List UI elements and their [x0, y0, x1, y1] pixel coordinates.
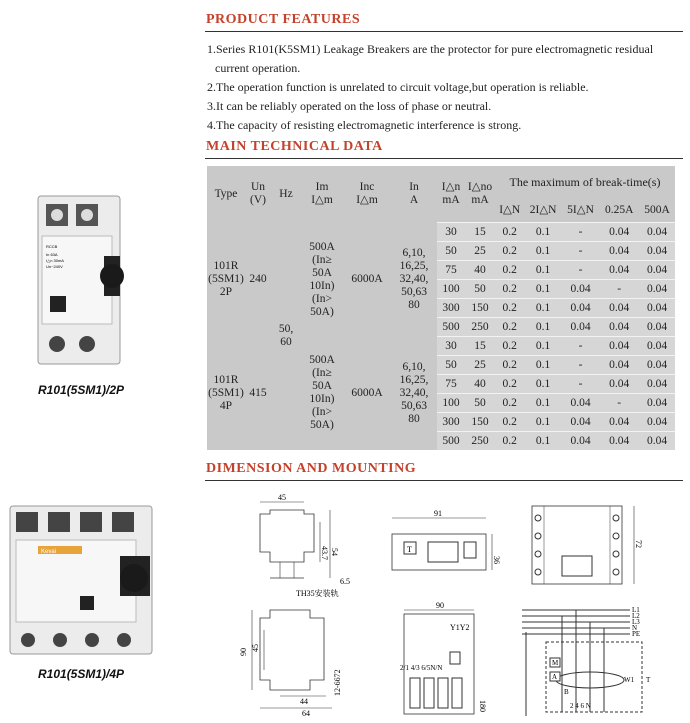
sub-idn: I△N	[499, 203, 521, 216]
group-inc: 6000A	[343, 337, 391, 450]
dim-90b: 90	[436, 601, 444, 610]
col-im-sub: I△m	[311, 194, 333, 207]
table-cell: 300	[437, 413, 465, 432]
technical-data-title: MAIN TECHNICAL DATA	[206, 139, 383, 154]
table-cell: 50	[437, 242, 465, 261]
table-cell: 0.04	[562, 318, 599, 337]
table-cell: 0.04	[599, 375, 639, 394]
table-cell: 75	[437, 375, 465, 394]
section-rule	[205, 480, 683, 481]
table-cell: 0.1	[524, 432, 561, 450]
table-cell: 0.2	[495, 261, 524, 280]
table-cell: 0.04	[639, 375, 675, 394]
table-cell: 500	[437, 432, 465, 450]
table-cell: 0.04	[639, 261, 675, 280]
wiring-diagram	[512, 602, 662, 720]
table-cell: 0.04	[599, 413, 639, 432]
table-cell: 100	[437, 394, 465, 413]
table-cell: 25	[465, 242, 495, 261]
table-cell: 0.04	[599, 318, 639, 337]
group-in: 6,10, 16,25, 32,40, 50,63 80	[391, 223, 437, 337]
dim-45b: 45	[251, 644, 260, 652]
group-un: 240	[245, 223, 271, 337]
table-cell: 250	[465, 432, 495, 450]
table-cell: 0.2	[495, 223, 524, 242]
dim-44: 44	[300, 697, 308, 706]
dimension-drawing-front-2p	[388, 508, 508, 578]
table-cell: 0.04	[639, 223, 675, 242]
table-cell: 0.2	[495, 394, 524, 413]
dim-43-7: 43.7	[320, 546, 329, 560]
table-row	[207, 223, 675, 242]
table-cell: 0.1	[524, 261, 561, 280]
sw-w1: W1	[624, 676, 635, 684]
group-im: 500A (In≥ 50A 10In) (In> 50A)	[301, 337, 343, 450]
sw-m: M	[552, 659, 559, 667]
table-cell: 30	[437, 337, 465, 356]
table-cell: 0.2	[495, 356, 524, 375]
col-idno: I△no	[467, 181, 493, 194]
feature-item-2: 2.The operation function is unrelated to circuit voltage,but operation is reliable.	[207, 80, 589, 94]
table-cell: 300	[437, 299, 465, 318]
table-cell: 0.2	[495, 337, 524, 356]
table-cell: 0.04	[639, 337, 675, 356]
dimension-drawing-front-4p	[396, 600, 492, 720]
group-type: 101R (5SM1) 4P	[207, 337, 245, 450]
dim-72: 72	[634, 540, 643, 548]
dimension-title: DIMENSION AND MOUNTING	[206, 461, 417, 476]
col-idn-unit: mA	[442, 194, 460, 207]
table-cell: 0.04	[599, 242, 639, 261]
group-inc: 6000A	[343, 223, 391, 337]
table-cell: 50	[437, 356, 465, 375]
col-idn: I△n	[441, 181, 461, 194]
col-inc-sub: I△m	[356, 194, 378, 207]
t-label-1: T	[407, 545, 412, 554]
product-photo-2p	[28, 196, 132, 366]
technical-table	[207, 166, 675, 450]
table-cell: 25	[465, 356, 495, 375]
sub-5idn: 5I△N	[567, 203, 594, 216]
table-cell: 15	[465, 223, 495, 242]
col-in-unit: A	[409, 194, 419, 207]
col-type: Type	[214, 187, 238, 200]
product-photo-4p	[10, 506, 160, 656]
table-cell: 0.04	[639, 413, 675, 432]
dim-64: 64	[302, 709, 310, 718]
product-label-4p: R101(5SM1)/4P	[38, 667, 125, 681]
dim-12-6672: 12-6672	[333, 669, 342, 696]
table-cell: 0.1	[524, 394, 561, 413]
group-in: 6,10, 16,25, 32,40, 50,63 80	[391, 337, 437, 450]
table-cell: 0.2	[495, 299, 524, 318]
col-break-time: The maximum of break-time(s)	[509, 174, 661, 189]
device-text-idn: I△n 30mA	[46, 258, 64, 263]
table-cell: 0.04	[562, 394, 599, 413]
table-cell: -	[599, 394, 639, 413]
sw-b: B	[564, 688, 569, 696]
dim-180: 180	[478, 700, 487, 712]
group-un: 415	[245, 337, 271, 450]
table-cell: 0.1	[524, 413, 561, 432]
table-cell: 0.04	[639, 356, 675, 375]
table-cell: 0.2	[495, 318, 524, 337]
table-cell: 500	[437, 318, 465, 337]
col-un: Un	[250, 181, 266, 194]
line-l1: L1	[632, 606, 640, 614]
table-cell: 0.04	[599, 261, 639, 280]
table-cell: 15	[465, 337, 495, 356]
table-cell: 0.1	[524, 318, 561, 337]
col-idno-unit: mA	[471, 194, 489, 207]
table-cell: 40	[465, 261, 495, 280]
table-cell: 100	[437, 280, 465, 299]
sw-t: T	[646, 676, 651, 684]
product-features-title: PRODUCT FEATURES	[206, 12, 361, 27]
dimension-drawing-side-2p	[240, 492, 370, 602]
table-cell: 0.1	[524, 375, 561, 394]
table-cell: 0.04	[599, 337, 639, 356]
sw-a: A	[552, 673, 558, 681]
table-cell: 0.04	[639, 432, 675, 450]
table-cell: 0.04	[562, 280, 599, 299]
table-cell: -	[562, 223, 599, 242]
table-cell: 50	[465, 280, 495, 299]
features-list	[207, 40, 682, 135]
table-cell: 30	[437, 223, 465, 242]
table-cell: 0.1	[524, 337, 561, 356]
dimension-drawing-side-4p	[240, 600, 370, 720]
table-cell: 40	[465, 375, 495, 394]
table-cell: -	[599, 280, 639, 299]
table-cell: 0.2	[495, 413, 524, 432]
table-cell: 0.2	[495, 242, 524, 261]
table-cell: 50	[465, 394, 495, 413]
rail-label: TH35安装轨	[296, 589, 339, 598]
table-cell: 0.2	[495, 375, 524, 394]
dim-6-5: 6.5	[340, 577, 350, 586]
line-l3: L3	[632, 618, 640, 626]
line-pe: PE	[632, 630, 641, 638]
table-cell: 0.2	[495, 432, 524, 450]
group-type: 101R (5SM1) 2P	[207, 223, 245, 337]
dim-90: 90	[239, 648, 248, 656]
table-cell: 250	[465, 318, 495, 337]
table-cell: 0.04	[599, 299, 639, 318]
table-cell: 0.1	[524, 280, 561, 299]
sub-025a: 0.25A	[604, 203, 634, 216]
table-cell: 0.04	[599, 356, 639, 375]
table-cell: -	[562, 242, 599, 261]
table-cell: 0.2	[495, 280, 524, 299]
table-cell: -	[562, 375, 599, 394]
sub-500a: 500A	[644, 203, 670, 216]
col-im: Im	[315, 181, 329, 194]
table-cell: 150	[465, 413, 495, 432]
col-hz: Hz	[279, 187, 293, 200]
table-cell: 0.04	[639, 280, 675, 299]
table-cell: -	[562, 261, 599, 280]
table-cell: -	[562, 356, 599, 375]
line-l2: L2	[632, 612, 640, 620]
table-cell: 0.1	[524, 299, 561, 318]
product-label-2p: R101(5SM1)/2P	[38, 383, 125, 397]
table-cell: 150	[465, 299, 495, 318]
dim-91: 91	[434, 509, 442, 518]
dim-45: 45	[278, 493, 286, 502]
section-rule	[205, 158, 683, 159]
device-text-rccb: RCCB	[46, 244, 58, 249]
table-cell: -	[562, 337, 599, 356]
brand-text: Kevai	[41, 549, 57, 555]
dim-36: 36	[492, 556, 501, 564]
table-cell: 0.1	[524, 223, 561, 242]
table-cell: 0.04	[562, 413, 599, 432]
table-cell: 0.04	[639, 394, 675, 413]
table-cell: 0.04	[639, 318, 675, 337]
table-cell: 0.04	[639, 299, 675, 318]
group-im: 500A (In≥ 50A 10In) (In> 50A)	[301, 223, 343, 337]
table-cell: 0.1	[524, 242, 561, 261]
group-hz: 50, 60	[271, 223, 301, 450]
sub-2idn: 2I△N	[529, 203, 557, 216]
table-cell: 0.04	[599, 223, 639, 242]
y1y2-label: Y1Y2	[450, 623, 470, 632]
device-text-in: In 63A	[46, 252, 58, 257]
feature-item-1: 1.Series R101(K5SM1) Leakage Breakers are the protector for pure electromagnetic residual current operation.	[207, 42, 654, 75]
terminal-labels: 2/1 4/3 6/5N/N	[400, 664, 443, 672]
table-cell: 0.04	[639, 242, 675, 261]
table-cell: 0.1	[524, 356, 561, 375]
table-cell: 0.04	[562, 432, 599, 450]
table-cell: 0.04	[562, 299, 599, 318]
col-inc: Inc	[359, 181, 375, 194]
feature-item-3: 3.It can be reliably operated on the loss of phase or neutral.	[207, 99, 492, 113]
col-un-unit: (V)	[250, 194, 266, 207]
col-in: In	[409, 181, 419, 194]
feature-item-4: 4.The capacity of resisting electromagnetic interference is strong.	[207, 118, 522, 132]
section-rule	[205, 31, 683, 32]
device-text-un: Un~240V	[46, 264, 63, 269]
bottom-terminals: 2 4 6 N	[570, 702, 591, 710]
line-n: N	[632, 624, 638, 632]
table-cell: 0.04	[599, 432, 639, 450]
dimension-drawing-top-2p	[522, 496, 652, 596]
dim-54: 54	[330, 548, 339, 556]
table-cell: 75	[437, 261, 465, 280]
